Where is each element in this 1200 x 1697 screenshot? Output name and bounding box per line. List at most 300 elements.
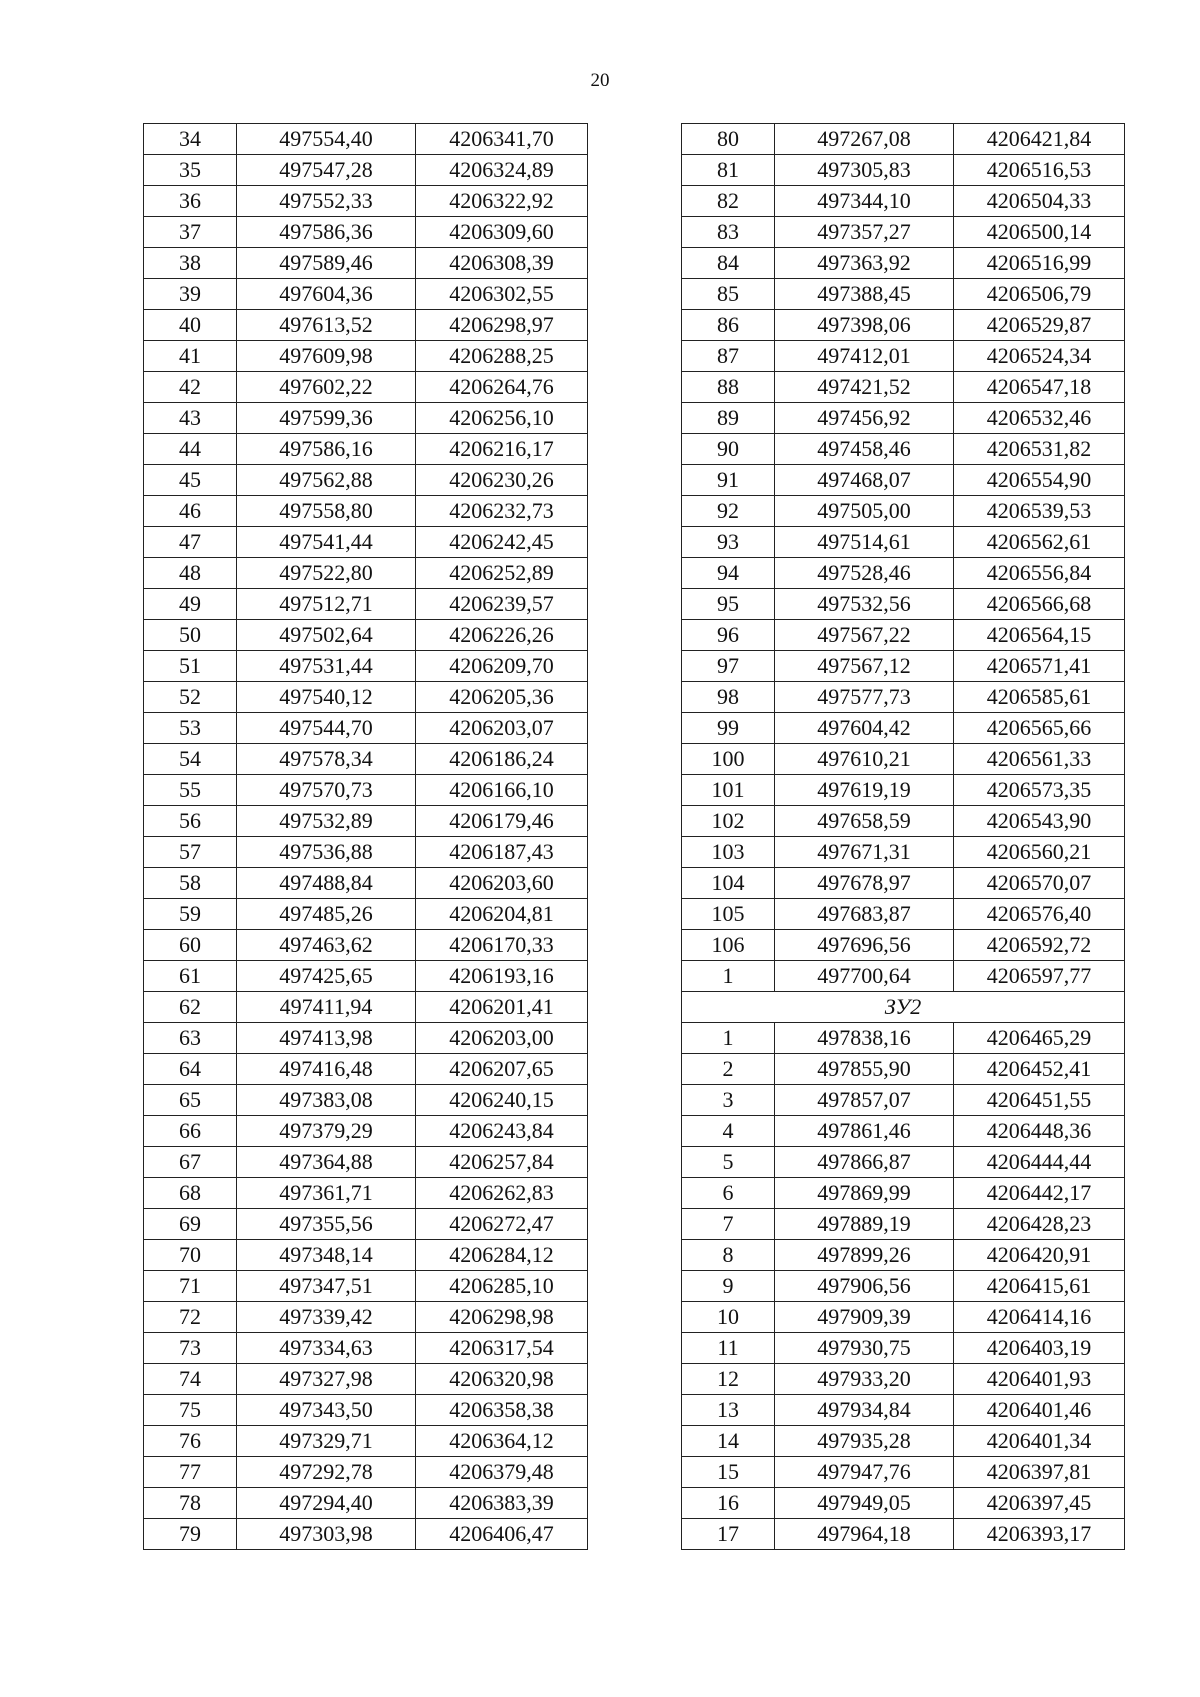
x-coordinate-cell: 497610,21: [775, 744, 954, 775]
y-coordinate-cell: 4206309,60: [416, 217, 588, 248]
y-coordinate-cell: 4206226,26: [416, 620, 588, 651]
table-row: [144, 806, 588, 837]
table-row: [144, 1023, 588, 1054]
point-number-cell: 15: [682, 1457, 775, 1488]
x-coordinate-cell: 497658,59: [775, 806, 954, 837]
table-row: [682, 155, 1125, 186]
x-coordinate-cell: 497619,19: [775, 775, 954, 806]
x-coordinate-cell: 497947,76: [775, 1457, 954, 1488]
x-coordinate-cell: 497964,18: [775, 1519, 954, 1550]
point-number-cell: 85: [682, 279, 775, 310]
table-row: [144, 496, 588, 527]
point-number-cell: 77: [144, 1457, 237, 1488]
y-coordinate-cell: 4206308,39: [416, 248, 588, 279]
table-row: [144, 217, 588, 248]
section-title-row: [682, 992, 1125, 1023]
x-coordinate-cell: 497327,98: [237, 1364, 416, 1395]
table-row: [682, 806, 1125, 837]
x-coordinate-cell: 497488,84: [237, 868, 416, 899]
point-number-cell: 34: [144, 124, 237, 155]
table-row: [682, 1147, 1125, 1178]
y-coordinate-cell: 4206166,10: [416, 775, 588, 806]
table-row: [682, 1116, 1125, 1147]
y-coordinate-cell: 4206203,07: [416, 713, 588, 744]
point-number-cell: 99: [682, 713, 775, 744]
table-row: [144, 155, 588, 186]
y-coordinate-cell: 4206230,26: [416, 465, 588, 496]
table-row: [144, 1395, 588, 1426]
table-row: [682, 124, 1125, 155]
table-row: [144, 620, 588, 651]
y-coordinate-cell: 4206516,53: [954, 155, 1125, 186]
y-coordinate-cell: 4206504,33: [954, 186, 1125, 217]
point-number-cell: 74: [144, 1364, 237, 1395]
x-coordinate-cell: 497468,07: [775, 465, 954, 496]
table-row: [682, 868, 1125, 899]
table-row: [144, 279, 588, 310]
table-row: [144, 868, 588, 899]
x-coordinate-cell: 497838,16: [775, 1023, 954, 1054]
point-number-cell: 105: [682, 899, 775, 930]
table-row: [144, 558, 588, 589]
x-coordinate-cell: 497683,87: [775, 899, 954, 930]
x-coordinate-cell: 497512,71: [237, 589, 416, 620]
x-coordinate-cell: 497909,39: [775, 1302, 954, 1333]
point-number-cell: 94: [682, 558, 775, 589]
x-coordinate-cell: 497578,34: [237, 744, 416, 775]
x-coordinate-cell: 497267,08: [775, 124, 954, 155]
table-row: [144, 1364, 588, 1395]
point-number-cell: 69: [144, 1209, 237, 1240]
x-coordinate-cell: 497586,16: [237, 434, 416, 465]
table-row: [682, 837, 1125, 868]
table-row: [682, 1271, 1125, 1302]
y-coordinate-cell: 4206285,10: [416, 1271, 588, 1302]
y-coordinate-cell: 4206556,84: [954, 558, 1125, 589]
x-coordinate-cell: 497303,98: [237, 1519, 416, 1550]
point-number-cell: 92: [682, 496, 775, 527]
table-row: [682, 496, 1125, 527]
point-number-cell: 49: [144, 589, 237, 620]
point-number-cell: 45: [144, 465, 237, 496]
point-number-cell: 52: [144, 682, 237, 713]
point-number-cell: 73: [144, 1333, 237, 1364]
table-row: [682, 372, 1125, 403]
x-coordinate-cell: 497857,07: [775, 1085, 954, 1116]
point-number-cell: 90: [682, 434, 775, 465]
y-coordinate-cell: 4206243,84: [416, 1116, 588, 1147]
y-coordinate-cell: 4206573,35: [954, 775, 1125, 806]
table-row: [144, 930, 588, 961]
point-number-cell: 71: [144, 1271, 237, 1302]
table-row: [682, 1395, 1125, 1426]
x-coordinate-cell: 497930,75: [775, 1333, 954, 1364]
x-coordinate-cell: 497949,05: [775, 1488, 954, 1519]
point-number-cell: 11: [682, 1333, 775, 1364]
table-row: [144, 1147, 588, 1178]
y-coordinate-cell: 4206566,68: [954, 589, 1125, 620]
y-coordinate-cell: 4206506,79: [954, 279, 1125, 310]
y-coordinate-cell: 4206341,70: [416, 124, 588, 155]
table-row: [144, 992, 588, 1023]
y-coordinate-cell: 4206201,41: [416, 992, 588, 1023]
y-coordinate-cell: 4206560,21: [954, 837, 1125, 868]
table-row: [682, 1240, 1125, 1271]
table-row: [682, 279, 1125, 310]
x-coordinate-cell: 497355,56: [237, 1209, 416, 1240]
table-row: [682, 1085, 1125, 1116]
y-coordinate-cell: 4206179,46: [416, 806, 588, 837]
table-row: [682, 1209, 1125, 1240]
y-coordinate-cell: 4206532,46: [954, 403, 1125, 434]
point-number-cell: 1: [682, 961, 775, 992]
x-coordinate-cell: 497554,40: [237, 124, 416, 155]
table-row: [682, 775, 1125, 806]
x-coordinate-cell: 497541,44: [237, 527, 416, 558]
point-number-cell: 1: [682, 1023, 775, 1054]
y-coordinate-cell: 4206529,87: [954, 310, 1125, 341]
point-number-cell: 68: [144, 1178, 237, 1209]
x-coordinate-cell: 497935,28: [775, 1426, 954, 1457]
x-coordinate-cell: 497379,29: [237, 1116, 416, 1147]
y-coordinate-cell: 4206170,33: [416, 930, 588, 961]
section-title: ЗУ2: [682, 992, 1125, 1023]
y-coordinate-cell: 4206186,24: [416, 744, 588, 775]
point-number-cell: 62: [144, 992, 237, 1023]
coordinates-table-left-body: [144, 124, 588, 1550]
point-number-cell: 51: [144, 651, 237, 682]
point-number-cell: 83: [682, 217, 775, 248]
y-coordinate-cell: 4206516,99: [954, 248, 1125, 279]
x-coordinate-cell: 497558,80: [237, 496, 416, 527]
point-number-cell: 56: [144, 806, 237, 837]
y-coordinate-cell: 4206393,17: [954, 1519, 1125, 1550]
table-row: [144, 1178, 588, 1209]
x-coordinate-cell: 497869,99: [775, 1178, 954, 1209]
point-number-cell: 61: [144, 961, 237, 992]
x-coordinate-cell: 497552,33: [237, 186, 416, 217]
x-coordinate-cell: 497599,36: [237, 403, 416, 434]
x-coordinate-cell: 497383,08: [237, 1085, 416, 1116]
point-number-cell: 17: [682, 1519, 775, 1550]
y-coordinate-cell: 4206298,97: [416, 310, 588, 341]
table-row: [682, 1333, 1125, 1364]
x-coordinate-cell: 497357,27: [775, 217, 954, 248]
point-number-cell: 4: [682, 1116, 775, 1147]
y-coordinate-cell: 4206204,81: [416, 899, 588, 930]
y-coordinate-cell: 4206298,98: [416, 1302, 588, 1333]
point-number-cell: 63: [144, 1023, 237, 1054]
y-coordinate-cell: 4206406,47: [416, 1519, 588, 1550]
point-number-cell: 5: [682, 1147, 775, 1178]
point-number-cell: 40: [144, 310, 237, 341]
x-coordinate-cell: 497532,89: [237, 806, 416, 837]
y-coordinate-cell: 4206358,38: [416, 1395, 588, 1426]
table-row: [682, 651, 1125, 682]
point-number-cell: 91: [682, 465, 775, 496]
table-row: [144, 837, 588, 868]
y-coordinate-cell: 4206570,07: [954, 868, 1125, 899]
x-coordinate-cell: 497609,98: [237, 341, 416, 372]
y-coordinate-cell: 4206232,73: [416, 496, 588, 527]
table-row: [144, 465, 588, 496]
point-number-cell: 106: [682, 930, 775, 961]
table-row: [682, 310, 1125, 341]
x-coordinate-cell: 497347,51: [237, 1271, 416, 1302]
page-number: 20: [590, 70, 610, 91]
x-coordinate-cell: 497906,56: [775, 1271, 954, 1302]
x-coordinate-cell: 497416,48: [237, 1054, 416, 1085]
point-number-cell: 82: [682, 186, 775, 217]
point-number-cell: 80: [682, 124, 775, 155]
y-coordinate-cell: 4206401,46: [954, 1395, 1125, 1426]
x-coordinate-cell: 497544,70: [237, 713, 416, 744]
table-row: [682, 1302, 1125, 1333]
x-coordinate-cell: 497329,71: [237, 1426, 416, 1457]
table-row: [682, 961, 1125, 992]
point-number-cell: 48: [144, 558, 237, 589]
y-coordinate-cell: 4206205,36: [416, 682, 588, 713]
table-row: [144, 403, 588, 434]
point-number-cell: 60: [144, 930, 237, 961]
table-row: [144, 744, 588, 775]
y-coordinate-cell: 4206465,29: [954, 1023, 1125, 1054]
table-row: [144, 1271, 588, 1302]
y-coordinate-cell: 4206500,14: [954, 217, 1125, 248]
y-coordinate-cell: 4206547,18: [954, 372, 1125, 403]
table-row: [682, 930, 1125, 961]
y-coordinate-cell: 4206272,47: [416, 1209, 588, 1240]
x-coordinate-cell: 497361,71: [237, 1178, 416, 1209]
x-coordinate-cell: 497456,92: [775, 403, 954, 434]
table-row: [682, 744, 1125, 775]
y-coordinate-cell: 4206401,34: [954, 1426, 1125, 1457]
point-number-cell: 65: [144, 1085, 237, 1116]
table-row: [144, 310, 588, 341]
y-coordinate-cell: 4206554,90: [954, 465, 1125, 496]
x-coordinate-cell: 497562,88: [237, 465, 416, 496]
y-coordinate-cell: 4206420,91: [954, 1240, 1125, 1271]
point-number-cell: 103: [682, 837, 775, 868]
table-row: [144, 1519, 588, 1550]
table-row: [144, 248, 588, 279]
table-row: [682, 1488, 1125, 1519]
y-coordinate-cell: 4206562,61: [954, 527, 1125, 558]
x-coordinate-cell: 497531,44: [237, 651, 416, 682]
x-coordinate-cell: 497855,90: [775, 1054, 954, 1085]
table-row: [682, 1457, 1125, 1488]
point-number-cell: 72: [144, 1302, 237, 1333]
point-number-cell: 58: [144, 868, 237, 899]
point-number-cell: 16: [682, 1488, 775, 1519]
point-number-cell: 37: [144, 217, 237, 248]
point-number-cell: 97: [682, 651, 775, 682]
table-row: [682, 1178, 1125, 1209]
table-row: [144, 527, 588, 558]
table-row: [682, 248, 1125, 279]
y-coordinate-cell: 4206448,36: [954, 1116, 1125, 1147]
x-coordinate-cell: 497613,52: [237, 310, 416, 341]
point-number-cell: 42: [144, 372, 237, 403]
table-row: [682, 558, 1125, 589]
y-coordinate-cell: 4206288,25: [416, 341, 588, 372]
point-number-cell: 12: [682, 1364, 775, 1395]
table-row: [682, 620, 1125, 651]
x-coordinate-cell: 497292,78: [237, 1457, 416, 1488]
y-coordinate-cell: 4206262,83: [416, 1178, 588, 1209]
point-number-cell: 36: [144, 186, 237, 217]
y-coordinate-cell: 4206452,41: [954, 1054, 1125, 1085]
table-row: [144, 961, 588, 992]
y-coordinate-cell: 4206415,61: [954, 1271, 1125, 1302]
point-number-cell: 47: [144, 527, 237, 558]
y-coordinate-cell: 4206242,45: [416, 527, 588, 558]
point-number-cell: 57: [144, 837, 237, 868]
point-number-cell: 67: [144, 1147, 237, 1178]
y-coordinate-cell: 4206397,45: [954, 1488, 1125, 1519]
table-row: [144, 1240, 588, 1271]
x-coordinate-cell: 497933,20: [775, 1364, 954, 1395]
table-row: [682, 1054, 1125, 1085]
y-coordinate-cell: 4206403,19: [954, 1333, 1125, 1364]
point-number-cell: 78: [144, 1488, 237, 1519]
y-coordinate-cell: 4206324,89: [416, 155, 588, 186]
table-row: [682, 403, 1125, 434]
y-coordinate-cell: 4206531,82: [954, 434, 1125, 465]
y-coordinate-cell: 4206379,48: [416, 1457, 588, 1488]
x-coordinate-cell: 497522,80: [237, 558, 416, 589]
y-coordinate-cell: 4206421,84: [954, 124, 1125, 155]
point-number-cell: 54: [144, 744, 237, 775]
y-coordinate-cell: 4206187,43: [416, 837, 588, 868]
y-coordinate-cell: 4206257,84: [416, 1147, 588, 1178]
y-coordinate-cell: 4206302,55: [416, 279, 588, 310]
y-coordinate-cell: 4206565,66: [954, 713, 1125, 744]
point-number-cell: 46: [144, 496, 237, 527]
point-number-cell: 76: [144, 1426, 237, 1457]
point-number-cell: 104: [682, 868, 775, 899]
point-number-cell: 50: [144, 620, 237, 651]
table-row: [144, 1209, 588, 1240]
x-coordinate-cell: 497421,52: [775, 372, 954, 403]
y-coordinate-cell: 4206207,65: [416, 1054, 588, 1085]
x-coordinate-cell: 497411,94: [237, 992, 416, 1023]
y-coordinate-cell: 4206193,16: [416, 961, 588, 992]
point-number-cell: 66: [144, 1116, 237, 1147]
point-number-cell: 100: [682, 744, 775, 775]
y-coordinate-cell: 4206320,98: [416, 1364, 588, 1395]
x-coordinate-cell: 497363,92: [775, 248, 954, 279]
table-row: [682, 1519, 1125, 1550]
x-coordinate-cell: 497528,46: [775, 558, 954, 589]
point-number-cell: 35: [144, 155, 237, 186]
table-row: [682, 899, 1125, 930]
x-coordinate-cell: 497344,10: [775, 186, 954, 217]
x-coordinate-cell: 497861,46: [775, 1116, 954, 1147]
point-number-cell: 101: [682, 775, 775, 806]
y-coordinate-cell: 4206284,12: [416, 1240, 588, 1271]
point-number-cell: 55: [144, 775, 237, 806]
table-row: [682, 217, 1125, 248]
x-coordinate-cell: 497463,62: [237, 930, 416, 961]
point-number-cell: 53: [144, 713, 237, 744]
point-number-cell: 3: [682, 1085, 775, 1116]
x-coordinate-cell: 497700,64: [775, 961, 954, 992]
x-coordinate-cell: 497294,40: [237, 1488, 416, 1519]
table-row: [144, 186, 588, 217]
x-coordinate-cell: 497514,61: [775, 527, 954, 558]
table-row: [144, 1054, 588, 1085]
y-coordinate-cell: 4206401,93: [954, 1364, 1125, 1395]
x-coordinate-cell: 497398,06: [775, 310, 954, 341]
point-number-cell: 88: [682, 372, 775, 403]
x-coordinate-cell: 497602,22: [237, 372, 416, 403]
x-coordinate-cell: 497567,12: [775, 651, 954, 682]
table-row: [144, 1116, 588, 1147]
point-number-cell: 7: [682, 1209, 775, 1240]
x-coordinate-cell: 497604,42: [775, 713, 954, 744]
table-row: [682, 341, 1125, 372]
point-number-cell: 75: [144, 1395, 237, 1426]
y-coordinate-cell: 4206444,44: [954, 1147, 1125, 1178]
table-row: [144, 682, 588, 713]
y-coordinate-cell: 4206539,53: [954, 496, 1125, 527]
coordinates-table-right: [681, 123, 1125, 1550]
x-coordinate-cell: 497348,14: [237, 1240, 416, 1271]
y-coordinate-cell: 4206203,00: [416, 1023, 588, 1054]
x-coordinate-cell: 497577,73: [775, 682, 954, 713]
table-row: [682, 682, 1125, 713]
x-coordinate-cell: 497425,65: [237, 961, 416, 992]
point-number-cell: 9: [682, 1271, 775, 1302]
y-coordinate-cell: 4206383,39: [416, 1488, 588, 1519]
point-number-cell: 86: [682, 310, 775, 341]
y-coordinate-cell: 4206428,23: [954, 1209, 1125, 1240]
point-number-cell: 13: [682, 1395, 775, 1426]
y-coordinate-cell: 4206209,70: [416, 651, 588, 682]
x-coordinate-cell: 497586,36: [237, 217, 416, 248]
x-coordinate-cell: 497532,56: [775, 589, 954, 620]
table-row: [144, 124, 588, 155]
x-coordinate-cell: 497604,36: [237, 279, 416, 310]
x-coordinate-cell: 497899,26: [775, 1240, 954, 1271]
point-number-cell: 44: [144, 434, 237, 465]
table-row: [144, 1085, 588, 1116]
x-coordinate-cell: 497866,87: [775, 1147, 954, 1178]
x-coordinate-cell: 497678,97: [775, 868, 954, 899]
y-coordinate-cell: 4206397,81: [954, 1457, 1125, 1488]
x-coordinate-cell: 497589,46: [237, 248, 416, 279]
x-coordinate-cell: 497412,01: [775, 341, 954, 372]
table-row: [682, 1364, 1125, 1395]
x-coordinate-cell: 497547,28: [237, 155, 416, 186]
point-number-cell: 87: [682, 341, 775, 372]
y-coordinate-cell: 4206571,41: [954, 651, 1125, 682]
x-coordinate-cell: 497364,88: [237, 1147, 416, 1178]
point-number-cell: 39: [144, 279, 237, 310]
table-row: [144, 434, 588, 465]
point-number-cell: 59: [144, 899, 237, 930]
y-coordinate-cell: 4206576,40: [954, 899, 1125, 930]
point-number-cell: 6: [682, 1178, 775, 1209]
x-coordinate-cell: 497540,12: [237, 682, 416, 713]
x-coordinate-cell: 497671,31: [775, 837, 954, 868]
table-row: [144, 1333, 588, 1364]
x-coordinate-cell: 497458,46: [775, 434, 954, 465]
y-coordinate-cell: 4206203,60: [416, 868, 588, 899]
x-coordinate-cell: 497934,84: [775, 1395, 954, 1426]
x-coordinate-cell: 497305,83: [775, 155, 954, 186]
